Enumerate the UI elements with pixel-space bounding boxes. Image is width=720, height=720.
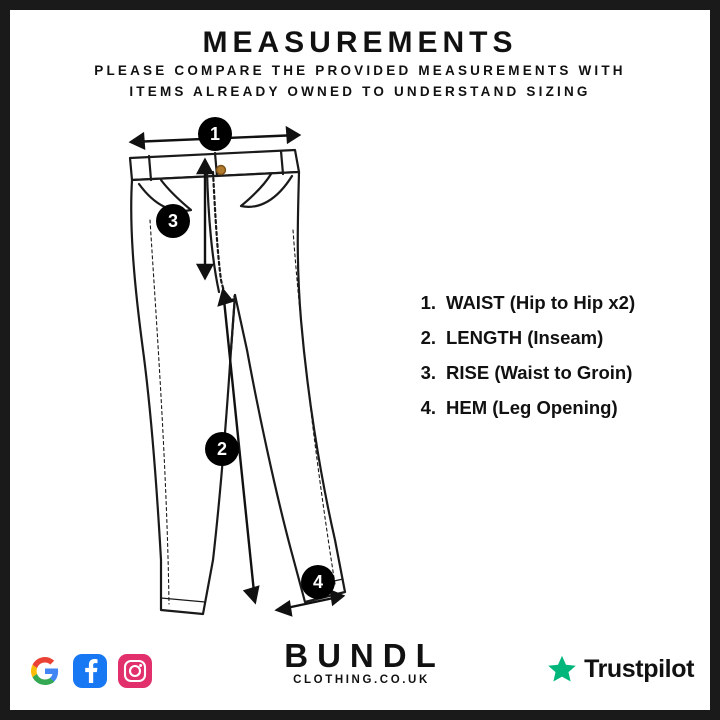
legend-detail-hem: (Leg Opening) (492, 397, 618, 418)
page-subtitle (10, 60, 710, 102)
hem-arrow-head-left (277, 602, 291, 615)
legend-detail-waist: (Hip to Hip x2) (509, 292, 636, 313)
legend-detail-rise: (Waist to Groin) (494, 362, 633, 383)
brand-logo (275, 638, 444, 686)
legend-label-rise: RISE (446, 362, 490, 383)
waist-arrow-head-left (131, 134, 144, 148)
social-links (28, 654, 152, 688)
facebook-glyph (80, 659, 100, 683)
legend-item-rise (410, 362, 700, 384)
page-inner (10, 10, 710, 710)
brand-name: BUNDL (284, 637, 445, 674)
measurement-legend (410, 292, 700, 432)
trustpilot-label: Trustpilot (584, 654, 694, 683)
legend-number-1: 1. (420, 292, 436, 313)
marker-2: 2 (205, 432, 239, 466)
legend-number-4: 4. (420, 397, 436, 418)
trustpilot-star-icon (547, 654, 577, 684)
jeans-body (131, 172, 345, 614)
legend-item-waist (410, 292, 700, 314)
length-arrow-head-bottom (245, 587, 258, 602)
trustpilot-logo[interactable] (547, 654, 694, 684)
marker-3: 3 (156, 204, 190, 238)
legend-label-length: LENGTH (446, 327, 523, 348)
legend-number-2: 2. (420, 327, 436, 348)
google-icon[interactable] (28, 654, 62, 688)
google-glyph (31, 657, 59, 685)
jeans-illustration-svg (95, 110, 395, 630)
legend-item-length (410, 327, 700, 349)
legend-detail-length: (Inseam) (527, 327, 604, 348)
page-title: MEASUREMENTS (202, 26, 518, 59)
marker-4: 4 (301, 565, 335, 599)
legend-list (410, 292, 700, 419)
legend-item-hem (410, 397, 700, 419)
jeans-diagram (95, 110, 395, 630)
brand-url: CLOTHING.CO.UK (293, 674, 430, 686)
subtitle-line-1: PLEASE COMPARE THE PROVIDED MEASUREMENTS WITH (94, 63, 626, 78)
legend-label-waist: WAIST (446, 292, 505, 313)
footer (10, 620, 710, 698)
instagram-icon[interactable] (118, 654, 152, 688)
legend-label-hem: HEM (446, 397, 488, 418)
waist-arrow-head-right (287, 128, 299, 142)
legend-number-3: 3. (420, 362, 436, 383)
waist-button (217, 166, 226, 175)
facebook-icon[interactable] (73, 654, 107, 688)
instagram-glyph (123, 659, 147, 683)
marker-1: 1 (198, 117, 232, 151)
subtitle-line-2: ITEMS ALREADY OWNED TO UNDERSTAND SIZING (129, 84, 591, 99)
